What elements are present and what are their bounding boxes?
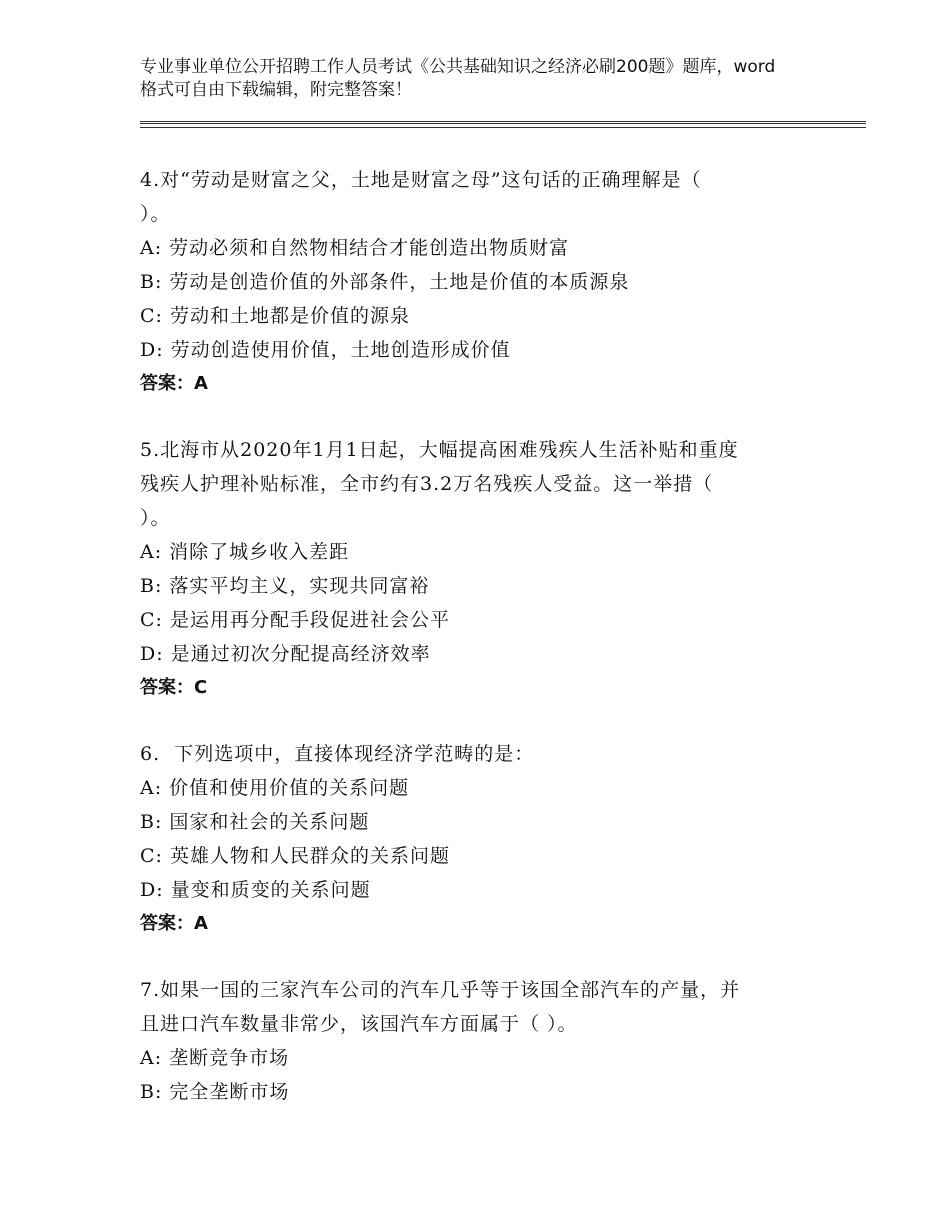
page-header (140, 56, 780, 102)
option-b: B: 落实平均主义，实现共同富裕 (140, 575, 430, 597)
header-divider-thin (140, 127, 866, 128)
question-6 (140, 737, 820, 941)
question-5 (140, 433, 820, 705)
option-c: C: 劳动和土地都是价值的源泉 (140, 305, 410, 327)
question-stem-line: 5.北海市从2020年1月1日起，大幅提高困难残疾人生活补贴和重度 (140, 439, 739, 461)
question-stem-line: ）。 (140, 203, 171, 225)
question-stem-line: 6. 下列选项中，直接体现经济学范畴的是： (140, 743, 535, 765)
option-b: B: 劳动是创造价值的外部条件，土地是价值的本质源泉 (140, 271, 630, 293)
option-c: C: 英雄人物和人民群众的关系问题 (140, 845, 450, 867)
question-stem-line: 且进口汽车数量非常少，该国汽车方面属于（ ）。 (140, 1013, 578, 1035)
question-stem-line: ）。 (140, 507, 171, 529)
answer-label: 答案：A (140, 913, 208, 934)
option-a: A: 劳动必须和自然物相结合才能创造出物质财富 (140, 237, 570, 259)
option-d: D: 劳动创造使用价值，土地创造形成价值 (140, 339, 511, 361)
option-b: B: 国家和社会的关系问题 (140, 811, 370, 833)
option-c: C: 是运用再分配手段促进社会公平 (140, 609, 450, 631)
answer-label: 答案：A (140, 373, 208, 394)
question-4 (140, 163, 820, 401)
question-list (140, 163, 820, 1141)
option-a: A: 垄断竞争市场 (140, 1047, 290, 1069)
option-d: D: 是通过初次分配提高经济效率 (140, 643, 431, 665)
option-a: A: 价值和使用价值的关系问题 (140, 777, 410, 799)
question-7 (140, 973, 820, 1109)
answer-label: 答案：C (140, 677, 208, 698)
header-divider (140, 121, 866, 124)
option-a: A: 消除了城乡收入差距 (140, 541, 350, 563)
option-d: D: 量变和质变的关系问题 (140, 879, 371, 901)
question-stem-line: 4.对“劳动是财富之父，土地是财富之母”这句话的正确理解是（ (140, 169, 702, 191)
option-b: B: 完全垄断市场 (140, 1081, 290, 1103)
question-stem-line: 残疾人护理补贴标准，全市约有3.2万名残疾人受益。这一举措（ (140, 473, 714, 495)
document-title: 专业事业单位公开招聘工作人员考试《公共基础知识之经济必刷200题》题库，word格式可自由下载编辑，附完整答案！ (140, 57, 776, 100)
question-stem-line: 7.如果一国的三家汽车公司的汽车几乎等于该国全部汽车的产量，并 (140, 979, 741, 1001)
